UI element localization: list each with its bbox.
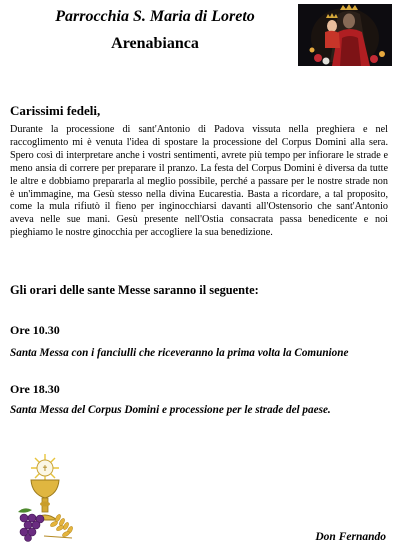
chalice-grapes-wheat-image xyxy=(14,452,76,542)
mass-description-1: Santa Messa con i fanciulli che riceveranno la prima volta la Comunione xyxy=(10,347,349,359)
signature: Don Fernando xyxy=(315,531,386,543)
svg-text:✝: ✝ xyxy=(41,464,49,473)
parish-title: Parrocchia S. Maria di Loreto xyxy=(55,8,255,25)
mass-time-1: Ore 10.30 xyxy=(10,323,60,337)
locality-title: Arenabianca xyxy=(111,35,199,52)
mass-time-2: Ore 18.30 xyxy=(10,382,60,396)
schedule-intro: Gli orari delle sante Messe saranno il seguente: xyxy=(10,283,259,297)
madonna-image xyxy=(298,4,392,66)
greeting: Carissimi fedeli, xyxy=(10,103,101,118)
letter-body: Durante la processione di sant'Antonio di Padova vissuta nella preghiera e nel raccoglimento mi è venuta l'idea di spostare la processione del Corpus Domini alla sera. Spero così di interpretare anche i vostri sentimenti, avrete più tempo per infiorare le strade e meno ansia di correre per preparare il pranzo. La festa del Corpus Domini è diversa da tutte le altre e dobbiamo prepararla al meglio possibile, perché a passare per le nostre strade non è un'immagine, ma Gesù stesso nella divina Eucarestia. Basta a ricordare, a tal proposito, come la mula rifiutò il fieno per inginocchiarsi davanti all'Ostensorio che sant'Antonio aveva nelle sue mani. Gesù presente nell'Ostia consacrata passa benedicente e noi pieghiamo le nostre ginocchia per accogliere la sua benedizione. xyxy=(10,124,388,239)
mass-description-2: Santa Messa del Corpus Domini e processione per le strade del paese. xyxy=(10,404,331,416)
